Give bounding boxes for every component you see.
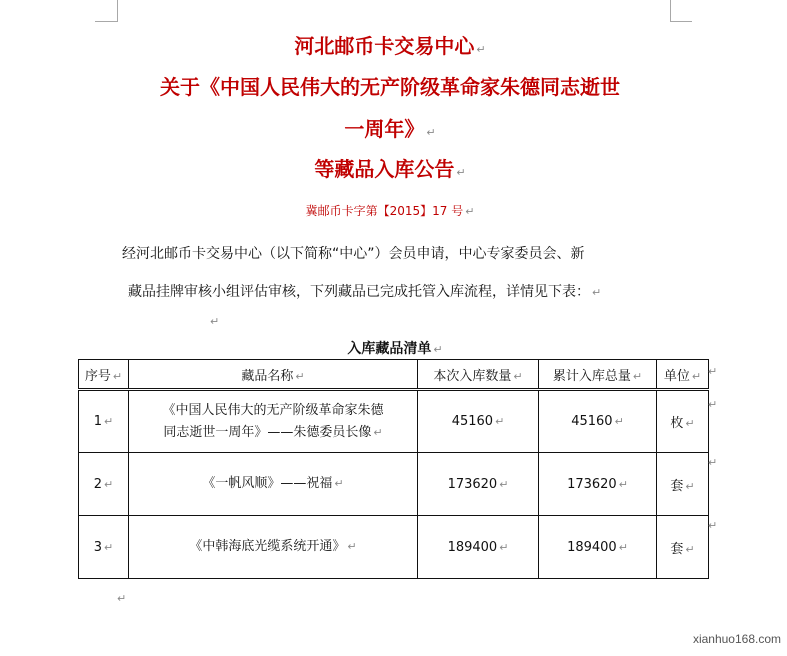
row-end-mark: ↵ (708, 456, 718, 469)
cell-total-qty: 173620 ↵ (539, 453, 657, 516)
cell-current-qty: 45160 ↵ (418, 390, 539, 453)
header-current-qty: 本次入库数量 ↵ (418, 360, 539, 390)
body-paragraph-line-2: 藏品挂牌审核小组评估审核，下列藏品已完成托管入库流程，详情见下表： ↵ (128, 284, 602, 300)
cell-current-qty: 189400 ↵ (418, 516, 539, 579)
margin-mark-top-left-horizontal (95, 21, 118, 22)
table-header-row (79, 360, 709, 390)
header-name: 藏品名称 ↵ (129, 360, 418, 390)
collection-table (78, 359, 709, 579)
margin-mark-top-right-horizontal (670, 21, 692, 22)
cell-total-qty: 45160 ↵ (539, 390, 657, 453)
body-paragraph-line-1: 经河北邮币卡交易中心（以下简称“中心”）会员申请，中心专家委员会、新 (122, 246, 585, 262)
cell-index: 2 ↵ (79, 453, 129, 516)
title-line-2: 关于《中国人民伟大的无产阶级革命家朱德同志逝世 (160, 75, 620, 99)
cell-index: 3 ↵ (79, 516, 129, 579)
margin-mark-top-right-vertical (670, 0, 671, 22)
table-row (79, 453, 709, 516)
table-title: 入库藏品清单 ↵ (347, 341, 443, 357)
header-index: 序号 ↵ (79, 360, 129, 390)
table-row (79, 390, 709, 453)
title-line-3: 一周年》 ↵ (344, 117, 436, 141)
cell-unit: 枚 ↵ (657, 390, 709, 453)
table-row (79, 516, 709, 579)
margin-mark-top-left-vertical (117, 0, 118, 22)
cell-name: 《中韩海底光缆系统开通》 ↵ (129, 516, 418, 579)
title-line-4: 等藏品入库公告 ↵ (314, 157, 466, 181)
cell-unit: 套 ↵ (657, 453, 709, 516)
row-end-mark: ↵ (708, 519, 718, 532)
document-number: 冀邮币卡字第【2015】17 号 ↵ (305, 204, 475, 218)
watermark: xianhuo168.com (692, 632, 781, 646)
paragraph-mark: ↵ (117, 592, 127, 605)
cell-index: 1 ↵ (79, 390, 129, 453)
cell-name: 《中国人民伟大的无产阶级革命家朱德 同志逝世一周年》——朱德委员长像 ↵ (129, 390, 418, 453)
cell-name: 《一帆风顺》——祝福 ↵ (129, 453, 418, 516)
cell-current-qty: 173620 ↵ (418, 453, 539, 516)
header-total-qty: 累计入库总量 ↵ (539, 360, 657, 390)
paragraph-mark: ↵ (210, 315, 220, 328)
row-end-mark: ↵ (708, 365, 718, 378)
title-line-1: 河北邮币卡交易中心 ↵ (294, 34, 486, 58)
cell-unit: 套 ↵ (657, 516, 709, 579)
cell-total-qty: 189400 ↵ (539, 516, 657, 579)
header-unit: 单位 ↵ (657, 360, 709, 390)
row-end-mark: ↵ (708, 398, 718, 411)
